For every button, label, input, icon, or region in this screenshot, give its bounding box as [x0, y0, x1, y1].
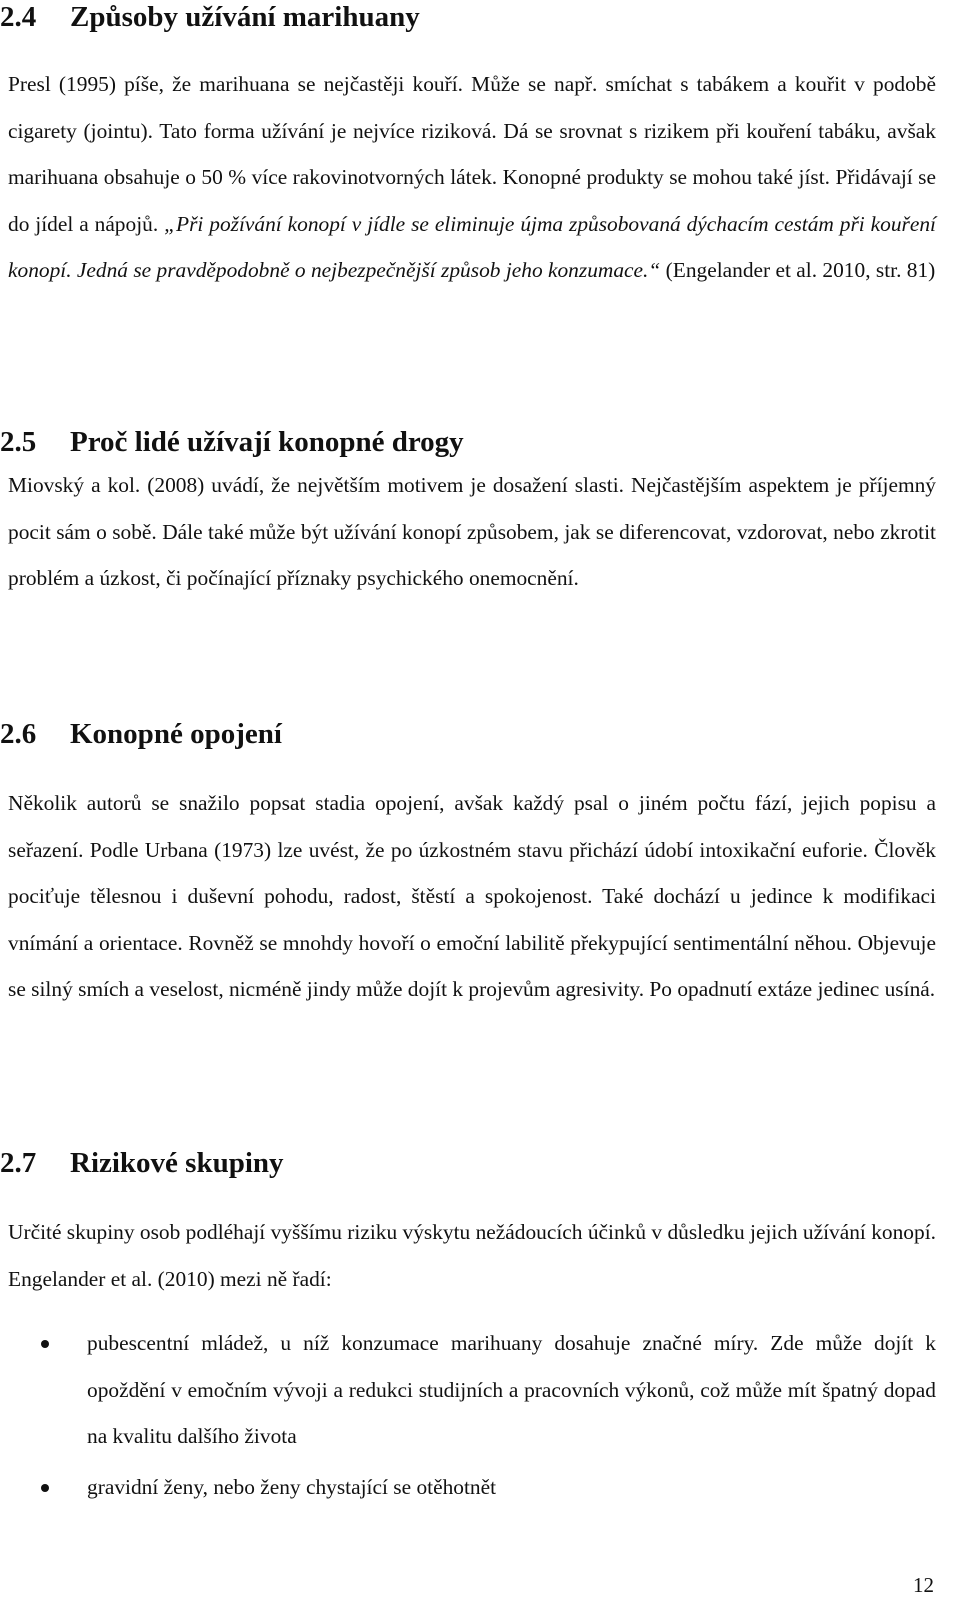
section-number: 2.4: [0, 1, 37, 33]
paragraph-text: Určité skupiny osob podléhají vyššímu riziku výskytu nežádoucích účinků v důsledku jejich užívání konopí. Engelander et al. (2010) mezi ně řadí:: [8, 1220, 936, 1291]
section-paragraph-2-5: [8, 462, 936, 602]
section-title: Rizikové skupiny: [70, 1147, 284, 1179]
section-title: Proč lidé užívají konopné drogy: [70, 426, 464, 458]
section-paragraph-2-7: [8, 1209, 936, 1302]
page-number: 12: [913, 1573, 934, 1597]
section-number: 2.6: [0, 718, 37, 750]
bullet-icon: [41, 1484, 49, 1492]
paragraph-text: Presl (1995) píše, že marihuana se nejčastěji kouří. Může se např. smíchat s tabákem a kouřit v podobě cigarety (jointu). Tato forma užívání je nejvíce riziková. Dá se srovnat s rizikem při kouření tabáku, avšak marihuana obsahuje o 50 % více rakovinotvorných látek. Konopné produkty se mohou také jíst. Přidávají se do jídel a nápojů.: [8, 72, 936, 236]
paragraph-text: Několik autorů se snažilo popsat stadia opojení, avšak každý psal o jiném počtu fází, jejich popisu a seřazení. Podle Urbana (1973) lze uvést, že po úzkostném stavu přichází údobí intoxikační euforie. Člověk pociťuje tělesnou i duševní pohodu, radost, štěstí a spokojenost. Také dochází u jedince k modifikaci vnímání a orientace. Rovněž se mnohdy hovoří o emoční labilitě překypující sentimentální něhou. Objevuje se silný smích a veselost, nicméně jindy může dojít k projevům agresivity. Po opadnutí extáze jedinec usíná.: [8, 791, 936, 1002]
section-title: Konopné opojení: [70, 718, 282, 750]
section-heading-2-7: [0, 1146, 284, 1180]
list-item: [0, 1320, 936, 1460]
section-number: 2.5: [0, 426, 37, 458]
section-paragraph-2-6: [8, 780, 936, 1013]
paragraph-text: Miovský a kol. (2008) uvádí, že největším motivem je dosažení slasti. Nejčastějším aspektem je příjemný pocit sám o sobě. Dále také může být užívání konopí způsobem, jak se diferencovat, vzdorovat, nebo zkrotit problém a úzkost, či počínající příznaky psychického onemocnění.: [8, 473, 936, 591]
citation-reference: (Engelander et al. 2010, str. 81): [660, 258, 936, 283]
list-item-text: pubescentní mládež, u níž konzumace marihuany dosahuje značné míry. Zde může dojít k opoždění v emočním vývoji a redukci studijních a pracovních výkonů, což může mít špatný dopad na kvalitu dalšího života: [87, 1331, 936, 1449]
section-heading-2-6: [0, 717, 282, 751]
section-title: Způsoby užívání marihuany: [70, 1, 420, 33]
list-item-text: gravidní ženy, nebo ženy chystající se otěhotnět: [87, 1474, 497, 1499]
section-heading-2-4: [0, 0, 420, 34]
risk-groups-list: [0, 1320, 936, 1514]
bullet-icon: [41, 1340, 49, 1348]
section-heading-2-5: [0, 425, 464, 459]
section-number: 2.7: [0, 1147, 37, 1179]
citation-quote: „Při požívání konopí v jídle se eliminuje újma způsobovaná dýchacím cestám při kouření konopí. Jedná se pravděpodobně o nejbezpečnější způsob jeho konzumace.“: [8, 211, 936, 283]
section-paragraph-2-4: [8, 61, 936, 294]
list-item: [0, 1464, 936, 1511]
